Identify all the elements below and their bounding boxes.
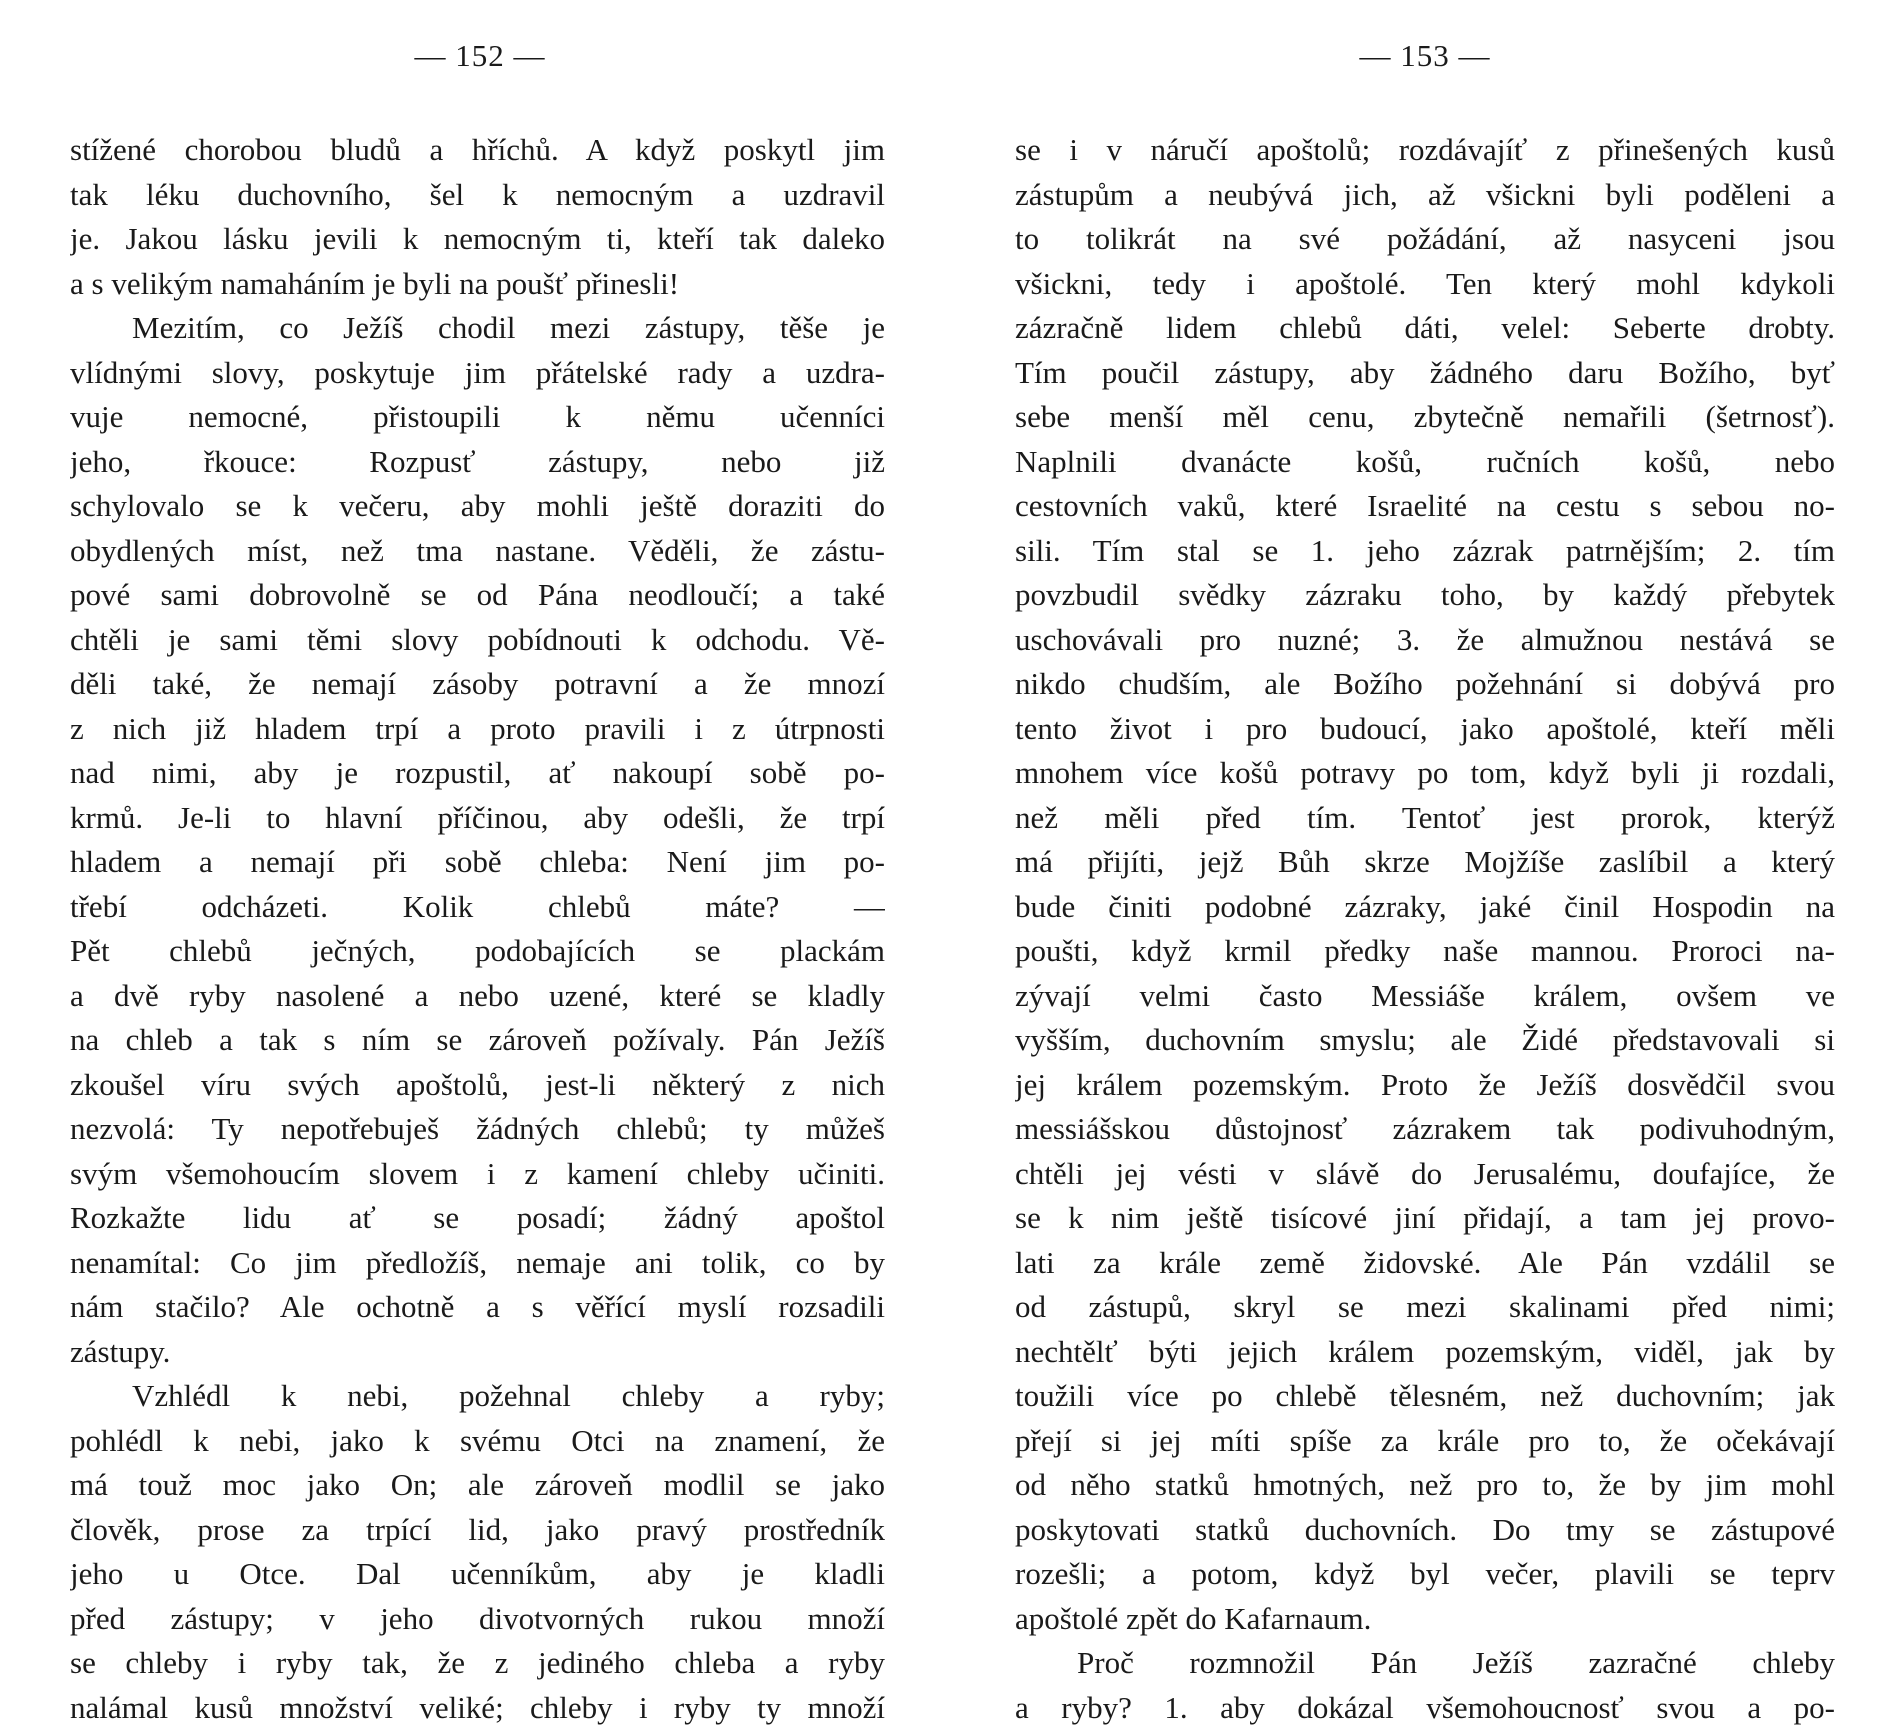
text-line: tento život i pro budoucí, jako apoštolé, kteří měli — [1015, 707, 1835, 752]
text-line: zkoušel víru svých apoštolů, jest-li některý z nich — [70, 1063, 885, 1108]
text-line: jeho, řkouce: Rozpusť zástupy, nebo již — [70, 440, 885, 485]
text-line: Mezitím, co Ježíš chodil mezi zástupy, těše je — [70, 306, 885, 351]
text-line: má přijíti, jejž Bůh skrze Mojžíše zaslíbil a který — [1015, 840, 1835, 885]
text-line: z nich již hladem trpí a proto pravili i z útrpnosti — [70, 707, 885, 752]
text-line: toužili více po chlebě tělesném, než duchovním; jak — [1015, 1374, 1835, 1419]
text-line: rozešli; a potom, když byl večer, plavili se teprv — [1015, 1552, 1835, 1597]
text-line: vlídnými slovy, poskytuje jim přátelské rady a uzdra- — [70, 351, 885, 396]
text-line: přejí si jej míti spíše za krále pro to, že očekávají — [1015, 1419, 1835, 1464]
page-number-right: — 153 — — [1015, 38, 1835, 74]
text-line: zázračně lidem chlebů dáti, velel: Seberte drobty. — [1015, 306, 1835, 351]
text-line: než měli před tím. Tentoť jest prorok, kterýž — [1015, 796, 1835, 841]
text-line: mnohem více košů potravy po tom, když byli ji rozdali, — [1015, 751, 1835, 796]
text-line: a dvě ryby nasolené a nebo uzené, které se kladly — [70, 974, 885, 1019]
text-line: povzbudil svědky zázraku toho, by každý přebytek — [1015, 573, 1835, 618]
text-line: zástupy. — [70, 1330, 885, 1375]
text-line: od zástupů, skryl se mezi skalinami před nimi; — [1015, 1285, 1835, 1330]
right-page-text — [1015, 128, 1835, 1730]
text-line: hladem a nemají při sobě chleba: Není jim po- — [70, 840, 885, 885]
text-line: a s velikým namaháním je byli na poušť přinesli! — [70, 262, 885, 307]
text-line: poskytovati statků duchovních. Do tmy se zástupové — [1015, 1508, 1835, 1553]
text-line: vyšším, duchovním smyslu; ale Židé představovali si — [1015, 1018, 1835, 1063]
text-line: tak léku duchovního, šel k nemocným a uzdravil — [70, 173, 885, 218]
text-line: je. Jakou lásku jevili k nemocným ti, kteří tak daleko — [70, 217, 885, 262]
text-line: člověk, prose za trpící lid, jako pravý prostředník — [70, 1508, 885, 1553]
text-line: cestovních vaků, které Israelité na cestu s sebou no- — [1015, 484, 1835, 529]
text-line: to tolikrát na své požádání, až nasyceni jsou — [1015, 217, 1835, 262]
left-page-text — [70, 128, 885, 1730]
text-line: Naplnili dvanácte košů, ručních košů, nebo — [1015, 440, 1835, 485]
text-line: na chleb a tak s ním se zároveň požívaly. Pán Ježíš — [70, 1018, 885, 1063]
left-page — [70, 0, 890, 1500]
text-line: vuje nemocné, přistoupili k němu učenníci — [70, 395, 885, 440]
text-line: všickni, tedy i apoštolé. Ten který mohl kdykoli — [1015, 262, 1835, 307]
text-line: nalámal kusů množství veliké; chleby i ryby ty množí — [70, 1686, 885, 1730]
text-line: Tím poučil zástupy, aby žádného daru Božího, byť — [1015, 351, 1835, 396]
text-line: obydlených míst, než tma nastane. Věděli, že zástu- — [70, 529, 885, 574]
text-line: stížené chorobou bludů a hříchů. A když poskytl jim — [70, 128, 885, 173]
text-line: nikdo chudším, ale Božího požehnání si dobývá pro — [1015, 662, 1835, 707]
text-line: Vzhlédl k nebi, požehnal chleby a ryby; — [70, 1374, 885, 1419]
text-line: třebí odcházeti. Kolik chlebů máte? — — [70, 885, 885, 930]
text-line: bude činiti podobné zázraky, jaké činil Hospodin na — [1015, 885, 1835, 930]
text-line: se i v náručí apoštolů; rozdávajíť z přinešených kusů — [1015, 128, 1835, 173]
text-line: Pět chlebů ječných, podobajících se plackám — [70, 929, 885, 974]
text-line: před zástupy; v jeho divotvorných rukou množí — [70, 1597, 885, 1642]
text-line: nechtělť býti jejich králem pozemským, viděl, jak by — [1015, 1330, 1835, 1375]
text-line: zástupům a neubývá jich, až všickni byli poděleni a — [1015, 173, 1835, 218]
text-line: se chleby i ryby tak, že z jediného chleba a ryby — [70, 1641, 885, 1686]
text-line: nezvolá: Ty nepotřebuješ žádných chlebů; ty můžeš — [70, 1107, 885, 1152]
text-line: zývají velmi často Messiáše králem, ovšem ve — [1015, 974, 1835, 1019]
text-line: chtěli jej vésti v slávě do Jerusalému, doufajíce, že — [1015, 1152, 1835, 1197]
text-line: krmů. Je-li to hlavní příčinou, aby odešli, že trpí — [70, 796, 885, 841]
text-line: jeho u Otce. Dal učenníkům, aby je kladli — [70, 1552, 885, 1597]
text-line: od něho statků hmotných, než pro to, že by jim mohl — [1015, 1463, 1835, 1508]
text-line: sili. Tím stal se 1. jeho zázrak patrnějším; 2. tím — [1015, 529, 1835, 574]
text-line: apoštolé zpět do Kafarnaum. — [1015, 1597, 1835, 1642]
text-line: lati za krále země židovské. Ale Pán vzdálil se — [1015, 1241, 1835, 1286]
text-line: nenamítal: Co jim předložíš, nemaje ani tolik, co by — [70, 1241, 885, 1286]
text-line: nám stačilo? Ale ochotně a s věřící myslí rozsadili — [70, 1285, 885, 1330]
text-line: svým všemohoucím slovem i z kamení chleby učiniti. — [70, 1152, 885, 1197]
text-line: pohlédl k nebi, jako k svému Otci na znamení, že — [70, 1419, 885, 1464]
text-line: a ryby? 1. aby dokázal všemohoucnosť svou a po- — [1015, 1686, 1835, 1730]
text-line: má touž moc jako On; ale zároveň modlil se jako — [70, 1463, 885, 1508]
text-line: schylovalo se k večeru, aby mohli ještě doraziti do — [70, 484, 885, 529]
text-line: chtěli je sami těmi slovy pobídnouti k odchodu. Vě- — [70, 618, 885, 663]
text-line: Proč rozmnožil Pán Ježíš zazračné chleby — [1015, 1641, 1835, 1686]
page-number-left: — 152 — — [70, 38, 890, 74]
text-line: uschovávali pro nuzné; 3. že almužnou nestává se — [1015, 618, 1835, 663]
text-line: sebe menší měl cenu, zbytečně nemařili (šetrnosť). — [1015, 395, 1835, 440]
text-line: se k nim ještě tisícové jiní přidají, a tam jej provo- — [1015, 1196, 1835, 1241]
text-line: děli také, že nemají zásoby potravní a že mnozí — [70, 662, 885, 707]
text-line: nad nimi, aby je rozpustil, ať nakoupí sobě po- — [70, 751, 885, 796]
text-line: jej králem pozemským. Proto že Ježíš dosvědčil svou — [1015, 1063, 1835, 1108]
text-line: messiášskou důstojnosť zázrakem tak podivuhodným, — [1015, 1107, 1835, 1152]
text-line: poušti, když krmil předky naše mannou. Proroci na- — [1015, 929, 1835, 974]
right-page — [1015, 0, 1835, 1500]
text-line: Rozkažte lidu ať se posadí; žádný apoštol — [70, 1196, 885, 1241]
text-line: pové sami dobrovolně se od Pána neodloučí; a také — [70, 573, 885, 618]
